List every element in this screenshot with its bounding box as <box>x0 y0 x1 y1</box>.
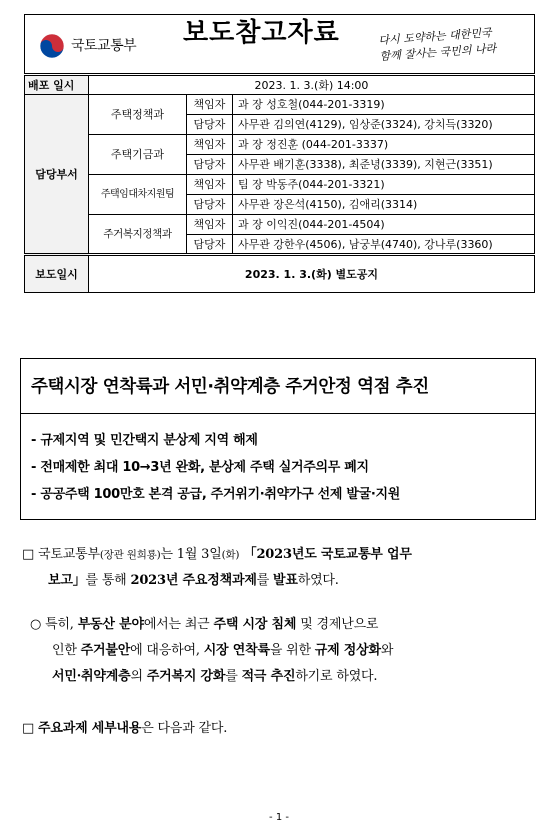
contact-person: 팀 장 박동주(044-201-3321) <box>233 175 535 195</box>
taegeuk-logo-icon <box>39 33 65 59</box>
text-run: 을 위한 <box>269 643 315 658</box>
text-run: 에서는 최근 <box>143 617 214 632</box>
slogan-line-2: 함께 잘사는 국민의 나라 <box>379 41 497 64</box>
document-title: 보도참고자료 <box>183 18 340 48</box>
headline-bullet: - 규제지역 및 민간택지 분상제 지역 해제 <box>31 433 258 448</box>
text-run: 특히, <box>45 617 78 632</box>
contact-person: 과 장 성호철(044-201-3319) <box>233 95 535 115</box>
text-run: 는 1월 3일 <box>160 547 222 562</box>
role-label: 담당자 <box>187 155 233 175</box>
paragraph-details-intro <box>22 716 536 742</box>
headline-bullet: - 공공주택 100만호 본격 공급, 주거위기·취약가구 선제 발굴·지원 <box>31 487 401 502</box>
text-run: 에 대응하여, <box>130 643 204 658</box>
text-run: 인한 <box>52 643 81 658</box>
distribution-value: 2023. 1. 3.(화) 14:00 <box>89 75 535 95</box>
headline-title: 주택시장 연착륙과 서민·취약계층 주거안정 역점 추진 <box>31 377 429 397</box>
role-label: 책임자 <box>187 95 233 115</box>
box-marker: □ <box>22 547 35 562</box>
dept-housing-fund: 주택기금과 <box>89 135 187 175</box>
text-run: 시장 연착륙 <box>203 643 270 658</box>
contacts-label: 담당부서 <box>25 95 89 255</box>
release-value: 2023. 1. 3.(화) 별도공지 <box>89 255 535 293</box>
text-run: (장관 원희룡) <box>99 549 161 561</box>
text-run: 주요과제 세부내용 <box>38 721 142 736</box>
release-label: 보도일시 <box>25 255 89 293</box>
text-run: 서민·취약계층 <box>52 669 131 684</box>
role-label: 책임자 <box>187 175 233 195</box>
text-run: 적극 추진 <box>241 669 296 684</box>
slogan-line-1: 다시 도약하는 대한민국 <box>378 26 492 48</box>
press-header-table <box>24 14 535 293</box>
page-number: - 1 - <box>269 812 289 823</box>
role-label: 담당자 <box>187 195 233 215</box>
role-label: 담당자 <box>187 115 233 135</box>
text-run: 를 통해 <box>85 573 131 588</box>
text-run: 하였다. <box>297 573 339 588</box>
text-run: 은 다음과 같다. <box>141 721 228 736</box>
contact-person: 사무관 김의연(4129), 임상준(3324), 강치득(3320) <box>233 115 535 135</box>
text-run: 보고」 <box>48 573 86 588</box>
paragraph-announcement <box>22 542 536 594</box>
contact-person: 사무관 장은석(4150), 김애리(3314) <box>233 195 535 215</box>
text-run: 2023년 주요정책과제 <box>130 573 257 588</box>
dept-housing-lease-support: 주택임대차지원팀 <box>89 175 187 215</box>
title-row <box>25 15 535 75</box>
text-run: 주택 시장 침체 <box>213 617 297 632</box>
dept-housing-welfare: 주거복지정책과 <box>89 215 187 255</box>
text-run: 규제 정상화 <box>314 643 381 658</box>
paragraph-real-estate <box>30 612 536 690</box>
role-label: 담당자 <box>187 235 233 255</box>
text-run: 발표 <box>273 573 298 588</box>
text-run: 를 <box>256 573 273 588</box>
circle-marker: ○ <box>30 617 42 632</box>
contact-person: 사무관 강한우(4506), 남궁부(4740), 강나루(3360) <box>233 235 535 255</box>
text-run: 및 경제난으로 <box>296 617 379 632</box>
text-run: 와 <box>380 643 394 658</box>
contact-person: 과 장 정진훈 (044-201-3337) <box>233 135 535 155</box>
divider <box>21 413 535 414</box>
dept-housing-policy: 주택정책과 <box>89 95 187 135</box>
headline-box <box>20 358 536 520</box>
text-run: 하기로 하였다. <box>295 669 378 684</box>
text-run: 「2023년도 국토교통부 업무 <box>239 547 412 562</box>
box-marker: □ <box>22 721 35 736</box>
text-run: 주거복지 강화 <box>146 669 226 684</box>
distribution-label: 배포 일시 <box>25 75 89 95</box>
headline-bullet: - 전매제한 최대 10→3년 완화, 분상제 주택 실거주의무 폐지 <box>31 460 369 475</box>
text-run: 부동산 분야 <box>77 617 144 632</box>
ministry-logo <box>39 33 136 59</box>
ministry-name: 국토교통부 <box>71 37 137 54</box>
text-run: 의 <box>130 669 147 684</box>
role-label: 책임자 <box>187 215 233 235</box>
text-run: (화) <box>221 549 240 561</box>
text-run: 국토교통부 <box>38 547 100 562</box>
text-run: 를 <box>225 669 242 684</box>
role-label: 책임자 <box>187 135 233 155</box>
text-run: 주거불안 <box>80 643 131 658</box>
contact-person: 사무관 배기훈(3338), 최준녕(3339), 지현근(3351) <box>233 155 535 175</box>
contact-person: 과 장 이익진(044-201-4504) <box>233 215 535 235</box>
slogan <box>378 25 497 65</box>
